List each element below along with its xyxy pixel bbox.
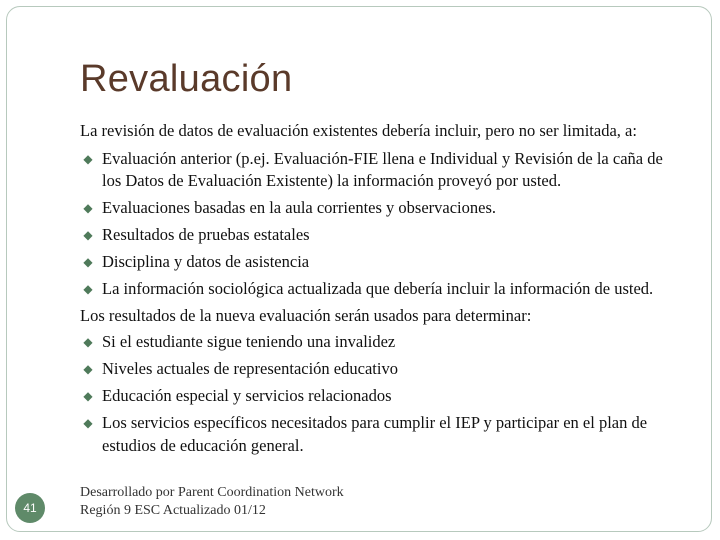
diamond-bullet-icon: ◆ xyxy=(83,151,93,166)
list-item xyxy=(80,197,680,220)
list-item-text: Resultados de pruebas estatales xyxy=(102,225,310,244)
diamond-bullet-icon: ◆ xyxy=(83,228,93,242)
slide-title: Revaluación xyxy=(80,58,293,100)
list-item-text: Educación especial y servicios relacionados xyxy=(102,386,392,405)
results-paragraph: Los resultados de la nueva evaluación serán usados para determinar: xyxy=(80,305,532,325)
list-item-text: La información sociológica actualizada que debería incluir la información de usted. xyxy=(102,279,654,298)
intro-paragraph: La revisión de datos de evaluación existentes debería incluir, pero no ser limitada, a: xyxy=(80,121,637,140)
slide-content xyxy=(80,119,680,457)
list-item xyxy=(80,385,680,408)
footer-region-date: Región 9 ESC Actualizado 01/12 xyxy=(80,503,266,518)
list-item-text: Evaluaciones basadas en la aula corrientes y observaciones. xyxy=(102,198,497,217)
diamond-bullet-icon: ◆ xyxy=(83,416,93,430)
diamond-bullet-icon: ◆ xyxy=(83,282,93,296)
evaluation-sources-list xyxy=(80,148,680,301)
list-item xyxy=(80,148,680,193)
list-item xyxy=(80,358,680,381)
list-item-text: Evaluación anterior (p.ej. Evaluación-FIE llena e Individual y Revisión de la caña de los Datos de Evaluación Existente) la información proveyó por usted. xyxy=(102,148,663,190)
diamond-bullet-icon: ◆ xyxy=(83,389,93,403)
page-number: 41 xyxy=(23,501,37,515)
list-item-text: Si el estudiante sigue teniendo una invalidez xyxy=(102,332,396,351)
list-item-text: Niveles actuales de representación educativo xyxy=(102,359,398,378)
list-item-text: Disciplina y datos de asistencia xyxy=(102,252,310,271)
determination-list xyxy=(80,331,680,457)
list-item xyxy=(80,412,680,457)
slide-footer xyxy=(80,484,344,520)
list-item-text: Los servicios específicos necesitados para cumplir el IEP y participar en el plan de estudios de educación general. xyxy=(102,413,648,455)
list-item xyxy=(80,278,680,301)
footer-credit: Desarrollado por Parent Coordination Network xyxy=(80,485,344,500)
list-item xyxy=(80,251,680,274)
diamond-bullet-icon: ◆ xyxy=(83,201,93,215)
diamond-bullet-icon: ◆ xyxy=(83,255,93,269)
list-item xyxy=(80,331,680,354)
diamond-bullet-icon: ◆ xyxy=(83,335,93,349)
page-number-badge xyxy=(15,493,45,523)
list-item xyxy=(80,224,680,247)
diamond-bullet-icon: ◆ xyxy=(83,362,93,376)
